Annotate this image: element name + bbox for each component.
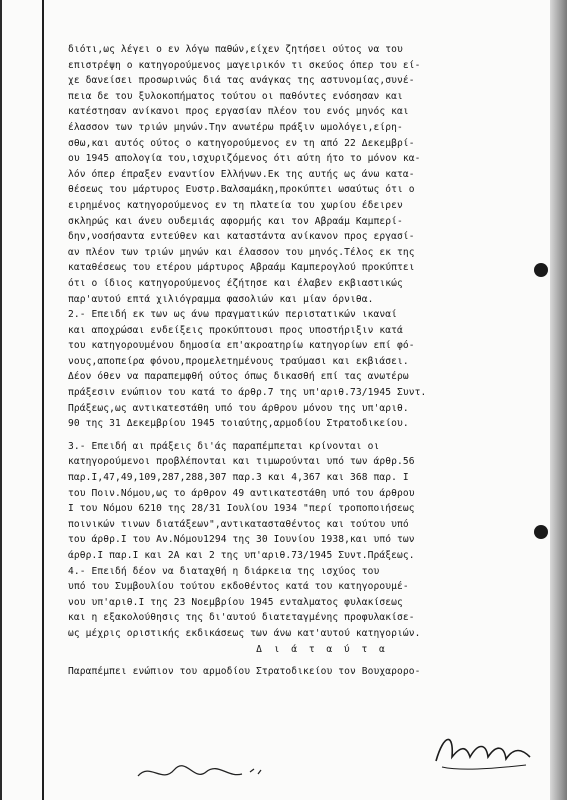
paragraph-3-line: κατηγορούμενοι προβλέπονται και τιμωρούνται υπό των άρθρ.56	[68, 456, 415, 468]
paragraph-4-line: νου υπ'αριθ.Ι της 23 Νοεμβρίου 1945 ενταλματος φυλακίσεως	[68, 596, 403, 608]
body-line: χε δανείσει προσωρινώς διά τας ανάγκας της αστυνομίας,συνέ-	[68, 75, 415, 87]
paragraph-2-line: πράξεσιν ενώπιον του κατά το άρθρ.7 της υπ'αριθ.73/1945 Συντ.	[68, 387, 427, 399]
body-line: θέσεως του μάρτυρος Ευστρ.Βαλσαμάκη,προκύπτει ωσαύτως ότι ο	[68, 184, 415, 196]
punch-hole-icon	[534, 263, 548, 277]
paragraph-3-line: 3.- Επειδή αι πράξεις δι'άς παραπέμπεται κρίνονται οι	[68, 440, 380, 452]
body-line: αν πλέον των τριών μηνών και έλασσον του μηνός.Τέλος εκ της	[68, 246, 415, 258]
paragraph-gap	[68, 432, 546, 439]
margin-rule	[42, 0, 44, 800]
paragraph-2-line: Πράξεως,ως αντικατεστάθη υπό του άρθρου μόνου της υπ'αριθ.	[68, 402, 409, 414]
body-line: παρ'αυτού επτά χιλιόγραμμα φασολιών και μίαν όρνιθα.	[68, 293, 374, 305]
paragraph-2-line: 2.- Επειδή εκ των ως άνω πραγματικών περιστατικών ικαναί	[68, 309, 398, 321]
paragraph-2-line: και αποχρώσαι ενδείξεις προκύπτουσι προς υποστήριξιν κατά	[68, 324, 403, 336]
paragraph-4-line: υπό του Συμβουλίου τούτου εκδοθέντος κατά του κατηγορουμέ-	[68, 581, 409, 593]
paragraph-2-line: του κατηγορουμένου δημοσία επ'ακροατηρίω κατηγορίων επί φό-	[68, 340, 415, 352]
paragraph-3-line: παρ.Ι,47,49,109,287,288,307 παρ.3 και 4,367 και 368 παρ. Ι	[68, 472, 409, 484]
paragraph-4-line: και η εξακολούθησις της δι'αυτού διατεταγμένης προφυλακίσε-	[68, 612, 415, 624]
signature-right-icon	[430, 727, 540, 775]
section-heading: Δ ι ά τ α ύ τ α	[256, 643, 388, 655]
paragraph-2-line: νους,αποπείρα φόνου,προμελετημένους τραύμασι και εκβιάσει.	[68, 355, 409, 367]
paragraph-gap	[68, 657, 546, 664]
paragraph-4-line: 4.- Επειδή δέον να διαταχθή η διάρκεια της ισχύος του	[68, 565, 380, 577]
paragraph-3-line: άρθρ.Ι παρ.Ι και 2Α και 2 της υπ'αριθ.73/1945 Συντ.Πράξεως.	[68, 550, 415, 561]
body-line: καταθέσεως του ετέρου μάρτυρος Αβραάμ Καμπερογλού προκύπτει	[68, 262, 415, 274]
document-body	[68, 42, 546, 680]
paragraph-3-line: του Ποιν.Νόμου,ως το άρθρον 49 αντικατεστάθη υπό του άρθρου	[68, 487, 415, 499]
body-line: ότι ο ίδιος κατηγορούμενος έζήτησε και έλαβεν εκβιαστικώς	[68, 277, 403, 289]
body-line: ου 1945 απολογία του,ισχυριζόμενος ότι αύτη ήτο το μόνον κα-	[68, 153, 421, 165]
body-line: έλασσον των τριών μηνών.Την ανωτέρω πράξιν ωμολόγει,είρη-	[68, 121, 403, 133]
body-line: δην,νοσήσαντα εντεύθεν και καταστάντα ανίκανον προς εργασί-	[68, 231, 415, 243]
body-line: διότι,ως λέγει ο εν λόγω παθών,είχεν ζητήσει ούτος να του	[68, 44, 403, 55]
body-line: ειρημένος κατηγορούμενος εν τη πλατεία του χωρίου έδειρεν	[68, 199, 403, 211]
punch-hole-icon	[534, 525, 548, 539]
body-line: κατέστησαν ανίκανοι προς εργασίαν πλέον του ενός μηνός και	[68, 106, 409, 118]
paragraph-2-line: 90 της 31 Δεκεμβρίου 1945 τοιαύτης,αρμοδίου Στρατοδικείου.	[68, 418, 409, 430]
body-line: σκληρώς και άνευ ουδεμιάς αφορμής και τον Αβραάμ Καμπερί-	[68, 215, 403, 227]
page-edge-shadow	[550, 0, 567, 800]
paragraph-3-line: του άρθρ.Ι του Αν.Νόμου1294 της 30 Ιουνίου 1938,και υπό των	[68, 534, 415, 546]
signature-left-icon	[132, 752, 282, 792]
paragraph-4-line: ως μέχρις οριστικής εκδικάσεως των άνω κατ'αυτού κατηγοριών.	[68, 627, 421, 639]
body-line: επιστρέψη ο κατηγορούμενος μαγειρικόν τι σκεύος όπερ του εί-	[68, 59, 421, 71]
paragraph-3-line: ποινικών τινων διατάξεων",αντικατασταθέντος και τούτου υπό	[68, 518, 409, 530]
closing-line: Παραπέμπει ενώπιον του αρμοδίου Στρατοδικείου τον Βουχαρορο-	[68, 666, 421, 678]
body-line: λόν όπερ έπραξεν εναντίον Ελλήνων.Εκ της αυτής ως άνω κατα-	[68, 168, 415, 180]
paragraph-2-line: Δέον όθεν να παραπεμφθή ούτος όπως δικασθή επί τας ανωτέρω	[68, 371, 409, 383]
body-line: πεια δε του ξυλοκοπήματος τούτου οι παθόντες ενόσησαν και	[68, 90, 403, 102]
body-line: σθω,και αυτός ούτος ο κατηγορούμενος εν τη από 22 Δεκεμβρί-	[68, 137, 415, 149]
paragraph-3-line: Ι του Νόμου 6210 της 28/31 Ιουλίου 1934 "περί τροποποιήσεως	[68, 503, 415, 515]
